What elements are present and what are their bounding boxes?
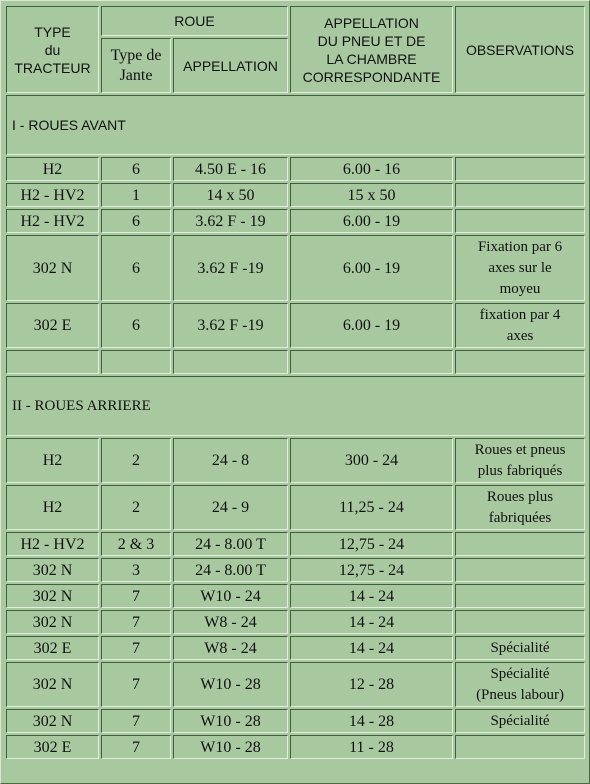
cell-appellation: 3.62 F - 19 bbox=[173, 209, 288, 233]
cell-type: 302 N bbox=[6, 584, 99, 608]
cell-observations bbox=[455, 610, 585, 634]
cell-type: 302 E bbox=[6, 303, 99, 348]
table-row bbox=[6, 209, 585, 233]
cell-appellation: W8 - 24 bbox=[173, 610, 288, 634]
cell-pneu: 11,25 - 24 bbox=[290, 485, 453, 530]
cell-pneu: 12 - 28 bbox=[290, 662, 453, 707]
table-row bbox=[6, 584, 585, 608]
cell-appellation: 4.50 E - 16 bbox=[173, 157, 288, 181]
table-row bbox=[6, 532, 585, 556]
cell-type-jante: 7 bbox=[101, 584, 171, 608]
table-row bbox=[6, 235, 585, 301]
cell-observations: Fixation par 6 axes sur le moyeu bbox=[455, 235, 585, 301]
header-appellation-pneu: APPELLATION DU PNEU ET DE LA CHAMBRE CORRESPONDANTE bbox=[290, 6, 453, 93]
cell-pneu: 6.00 - 19 bbox=[290, 209, 453, 233]
table-row bbox=[6, 438, 585, 483]
cell-type: H2 bbox=[6, 485, 99, 530]
section-title: II - ROUES ARRIERE bbox=[6, 376, 585, 436]
cell-type-jante bbox=[101, 350, 171, 374]
cell-type-jante: 2 & 3 bbox=[101, 532, 171, 556]
cell-type: H2 - HV2 bbox=[6, 532, 99, 556]
cell-pneu: 6.00 - 16 bbox=[290, 157, 453, 181]
cell-type: 302 N bbox=[6, 709, 99, 733]
cell-observations: fixation par 4 axes bbox=[455, 303, 585, 348]
cell-observations: Roues et pneus plus fabriqués bbox=[455, 438, 585, 483]
cell-type-jante: 1 bbox=[101, 183, 171, 207]
cell-observations bbox=[455, 532, 585, 556]
cell-pneu: 15 x 50 bbox=[290, 183, 453, 207]
cell-appellation bbox=[173, 350, 288, 374]
table-row bbox=[6, 662, 585, 707]
cell-appellation: 24 - 8 bbox=[173, 438, 288, 483]
section-title: I - ROUES AVANT bbox=[6, 95, 585, 155]
header-roue: ROUE bbox=[101, 6, 288, 36]
cell-appellation: 3.62 F -19 bbox=[173, 235, 288, 301]
cell-observations: Spécialité bbox=[455, 709, 585, 733]
cell-type-jante: 6 bbox=[101, 157, 171, 181]
table-row bbox=[6, 636, 585, 660]
cell-pneu: 12,75 - 24 bbox=[290, 532, 453, 556]
cell-type: 302 N bbox=[6, 235, 99, 301]
cell-type-jante: 2 bbox=[101, 485, 171, 530]
cell-type: H2 - HV2 bbox=[6, 183, 99, 207]
cell-appellation: W8 - 24 bbox=[173, 636, 288, 660]
cell-appellation: W10 - 28 bbox=[173, 709, 288, 733]
cell-appellation: 14 x 50 bbox=[173, 183, 288, 207]
cell-type: H2 bbox=[6, 438, 99, 483]
table-row bbox=[6, 610, 585, 634]
cell-observations bbox=[455, 584, 585, 608]
cell-appellation: W10 - 28 bbox=[173, 662, 288, 707]
cell-appellation: 24 - 9 bbox=[173, 485, 288, 530]
table-row bbox=[6, 735, 585, 759]
cell-observations bbox=[455, 183, 585, 207]
cell-type bbox=[6, 350, 99, 374]
cell-type-jante: 7 bbox=[101, 662, 171, 707]
cell-pneu: 6.00 - 19 bbox=[290, 303, 453, 348]
section-row bbox=[6, 95, 585, 155]
header-observations: OBSERVATIONS bbox=[455, 6, 585, 93]
cell-pneu: 14 - 28 bbox=[290, 709, 453, 733]
cell-pneu: 12,75 - 24 bbox=[290, 558, 453, 582]
header-appellation: APPELLATION bbox=[173, 38, 288, 93]
cell-pneu: 14 - 24 bbox=[290, 584, 453, 608]
cell-observations bbox=[455, 735, 585, 759]
section-row bbox=[6, 376, 585, 436]
cell-observations bbox=[455, 157, 585, 181]
cell-appellation: 3.62 F -19 bbox=[173, 303, 288, 348]
cell-observations bbox=[455, 350, 585, 374]
cell-type: 302 E bbox=[6, 735, 99, 759]
tire-specification-table bbox=[4, 4, 587, 761]
cell-pneu: 6.00 - 19 bbox=[290, 235, 453, 301]
table-row bbox=[6, 558, 585, 582]
cell-type: 302 N bbox=[6, 610, 99, 634]
cell-observations: Spécialité (Pneus labour) bbox=[455, 662, 585, 707]
cell-type: H2 - HV2 bbox=[6, 209, 99, 233]
cell-observations: Spécialité bbox=[455, 636, 585, 660]
cell-type-jante: 7 bbox=[101, 636, 171, 660]
cell-type-jante: 7 bbox=[101, 610, 171, 634]
cell-appellation: 24 - 8.00 T bbox=[173, 532, 288, 556]
cell-type-jante: 7 bbox=[101, 735, 171, 759]
cell-type: H2 bbox=[6, 157, 99, 181]
cell-pneu: 11 - 28 bbox=[290, 735, 453, 759]
cell-type-jante: 6 bbox=[101, 209, 171, 233]
cell-pneu: 14 - 24 bbox=[290, 636, 453, 660]
cell-type-jante: 3 bbox=[101, 558, 171, 582]
cell-observations bbox=[455, 209, 585, 233]
cell-appellation: W10 - 24 bbox=[173, 584, 288, 608]
cell-pneu: 14 - 24 bbox=[290, 610, 453, 634]
table-row bbox=[6, 709, 585, 733]
cell-observations: Roues plus fabriquées bbox=[455, 485, 585, 530]
table-row bbox=[6, 183, 585, 207]
cell-type-jante: 6 bbox=[101, 303, 171, 348]
cell-pneu bbox=[290, 350, 453, 374]
cell-type-jante: 6 bbox=[101, 235, 171, 301]
cell-appellation: 24 - 8.00 T bbox=[173, 558, 288, 582]
header-type-tracteur: TYPE du TRACTEUR bbox=[6, 6, 99, 93]
cell-type: 302 E bbox=[6, 636, 99, 660]
cell-pneu: 300 - 24 bbox=[290, 438, 453, 483]
cell-type: 302 N bbox=[6, 558, 99, 582]
cell-type-jante: 7 bbox=[101, 709, 171, 733]
table-row bbox=[6, 303, 585, 348]
header-row-1 bbox=[6, 6, 585, 36]
cell-type: 302 N bbox=[6, 662, 99, 707]
table-row bbox=[6, 350, 585, 374]
table-row bbox=[6, 157, 585, 181]
cell-appellation: W10 - 28 bbox=[173, 735, 288, 759]
cell-observations bbox=[455, 558, 585, 582]
cell-type-jante: 2 bbox=[101, 438, 171, 483]
table-row bbox=[6, 485, 585, 530]
header-type-jante: Type de Jante bbox=[101, 38, 171, 93]
